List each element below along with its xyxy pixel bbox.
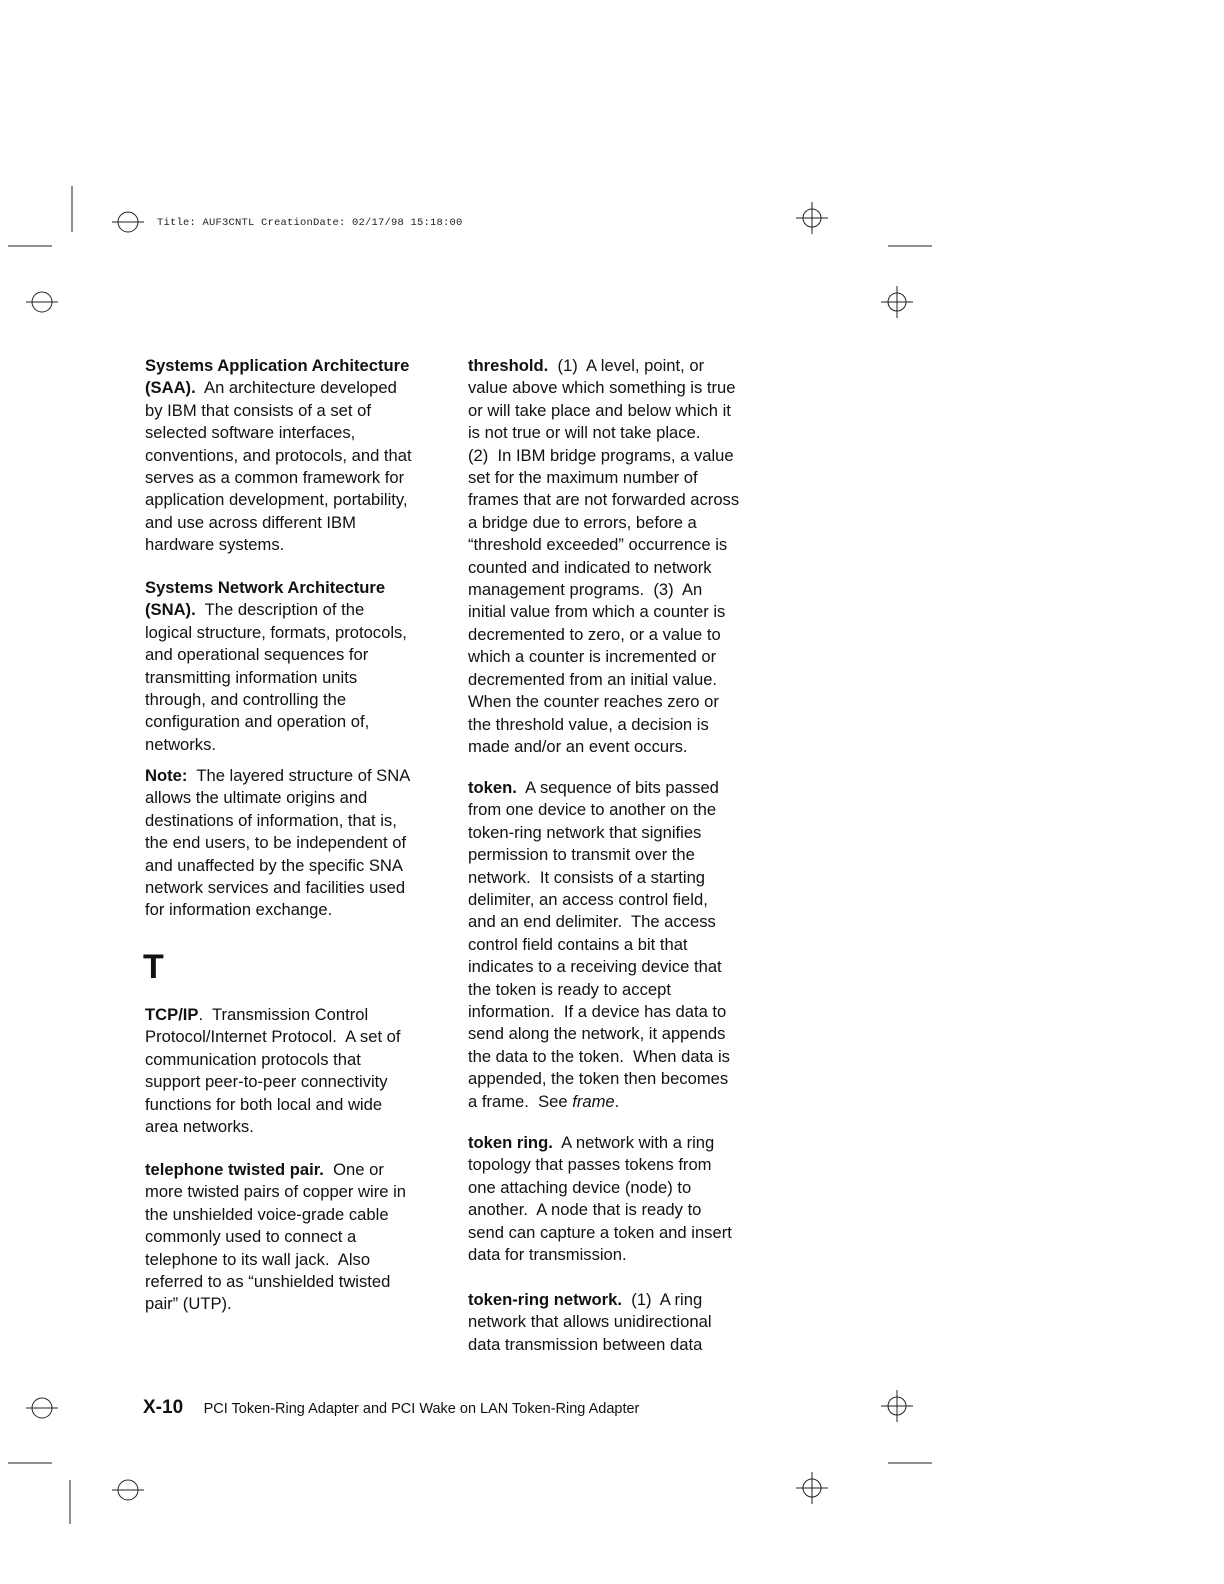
- definition-text: for information exchange.: [145, 900, 333, 920]
- text-line: [468, 489, 788, 511]
- text-line: [145, 832, 465, 854]
- text-line: [145, 512, 465, 534]
- text-line: [145, 422, 465, 444]
- definition-text: networks.: [145, 734, 217, 754]
- text-line: [145, 689, 465, 711]
- crosshair-icon: [796, 1472, 828, 1504]
- definition-text: transmitting information units: [145, 667, 358, 687]
- text-line: [468, 624, 788, 646]
- text-line: [468, 799, 788, 821]
- definition-text: send along the network, it appends: [468, 1024, 726, 1044]
- text-line: [145, 787, 465, 809]
- definition-text: data transmission between data: [468, 1334, 703, 1354]
- definition-text: another. A node that is ready to: [468, 1200, 702, 1220]
- text-line: [468, 669, 788, 691]
- text-line: [468, 1023, 788, 1045]
- page-footer: [143, 1397, 639, 1419]
- text-line: [468, 579, 788, 601]
- definition-text: hardware systems.: [145, 535, 285, 555]
- text-line: [468, 822, 788, 844]
- definition-text: is not true or will not take place.: [468, 423, 701, 443]
- text-line: [468, 1154, 788, 1176]
- definition-text: telephone to its wall jack. Also: [145, 1249, 371, 1269]
- text-line: [145, 1071, 465, 1093]
- text-line: [145, 734, 465, 756]
- glossary-entry: [145, 577, 465, 756]
- glossary-term: Systems Application Architecture: [145, 356, 410, 375]
- glossary-term: (SAA).: [145, 378, 196, 398]
- definition-text: (1) A level, point, or: [548, 356, 705, 375]
- text-line: [145, 577, 465, 599]
- glossary-term: (SNA).: [145, 600, 196, 620]
- text-line: [468, 400, 788, 422]
- definition-text: The layered structure of SNA: [187, 766, 411, 785]
- text-line: [145, 467, 465, 489]
- definition-text: network services and facilities used: [145, 878, 406, 898]
- crop-mark-icon: [112, 212, 144, 232]
- glossary-term: token ring.: [468, 1133, 553, 1152]
- glossary-entry: [145, 1159, 465, 1316]
- definition-text: the end users, to be independent of: [145, 833, 407, 853]
- text-line: [145, 599, 465, 621]
- definition-text: conventions, and protocols, and that: [145, 445, 412, 465]
- text-line: [145, 1204, 465, 1226]
- text-line: [468, 445, 788, 467]
- glossary-term: TCP/IP: [145, 1005, 199, 1024]
- definition-text: destinations of information, that is,: [145, 810, 397, 830]
- text-line: [145, 810, 465, 832]
- glossary-entry: [468, 777, 788, 1113]
- definition-text: pair” (UTP).: [145, 1294, 232, 1314]
- text-line: [145, 1004, 465, 1026]
- definition-text: permission to transmit over the: [468, 845, 695, 865]
- definition-text: When the counter reaches zero or: [468, 692, 719, 712]
- definition-text: send can capture a token and insert: [468, 1222, 732, 1242]
- glossary-term: Note:: [145, 766, 188, 785]
- definition-text: and unaffected by the specific SNA: [145, 855, 403, 875]
- print-header: Title: AUF3CNTL CreationDate: 02/17/98 15:18:00: [157, 217, 463, 229]
- definition-text: a bridge due to errors, before a: [468, 512, 697, 532]
- text-line: [468, 512, 788, 534]
- footer-title: PCI Token-Ring Adapter and PCI Wake on LAN Token-Ring Adapter: [203, 1401, 640, 1417]
- definition-text: indicates to a receiving device that: [468, 957, 722, 977]
- definition-text: and operational sequences for: [145, 645, 369, 665]
- text-line: [468, 1199, 788, 1221]
- text-line: [468, 691, 788, 713]
- definition-text: configuration and operation of,: [145, 712, 370, 732]
- definition-text: delimiter, an access control field,: [468, 890, 708, 910]
- definition-text: control field contains a bit that: [468, 934, 688, 954]
- text-line: [468, 467, 788, 489]
- glossary-term: token-ring network.: [468, 1290, 622, 1309]
- definition-text: network. It consists of a starting: [468, 867, 706, 887]
- definition-text: or will take place and below which it: [468, 400, 731, 420]
- definition-text: (2) In IBM bridge programs, a value: [468, 445, 734, 465]
- text-line: [468, 1177, 788, 1199]
- definition-text: information. If a device has data to: [468, 1002, 727, 1022]
- definition-text: (1) A ring: [621, 1290, 703, 1309]
- crosshair-icon: [881, 1390, 913, 1422]
- definition-text: and use across different IBM: [145, 512, 356, 532]
- definition-text: area networks.: [145, 1117, 254, 1137]
- definition-text: commonly used to connect a: [145, 1227, 357, 1247]
- definition-text: counted and indicated to network: [468, 557, 712, 577]
- definition-text: the threshold value, a decision is: [468, 714, 709, 734]
- definition-text: made and/or an event occurs.: [468, 736, 688, 756]
- text-line: [145, 355, 465, 377]
- text-line: [468, 1132, 788, 1154]
- text-line: [468, 557, 788, 579]
- text-line: [145, 1159, 465, 1181]
- text-line: [145, 765, 465, 787]
- definition-text: selected software interfaces,: [145, 423, 356, 443]
- text-line: [145, 445, 465, 467]
- definition-text: and an end delimiter. The access: [468, 912, 716, 932]
- definition-text: decremented to zero, or a value to: [468, 624, 721, 644]
- text-line: [468, 736, 788, 758]
- text-line: [468, 1334, 788, 1356]
- text-line: [145, 644, 465, 666]
- text-line: [145, 1116, 465, 1138]
- definition-text: token-ring network that signifies: [468, 822, 702, 842]
- text-line: [468, 714, 788, 736]
- crop-mark-icon: [26, 1398, 58, 1418]
- definition-text: One or: [323, 1160, 384, 1179]
- glossary-entry: [145, 765, 465, 922]
- text-line: [145, 667, 465, 689]
- definition-text: appended, the token then becomes: [468, 1069, 729, 1089]
- text-line: [468, 867, 788, 889]
- glossary-term: Systems Network Architecture: [145, 578, 386, 597]
- definition-text: the token is ready to accept: [468, 979, 671, 999]
- definition-text: logical structure, formats, protocols,: [145, 622, 407, 642]
- glossary-entry: [145, 355, 465, 557]
- text-line: [468, 1091, 788, 1113]
- definition-text: which a counter is incremented or: [468, 647, 717, 667]
- text-line: [145, 1049, 465, 1071]
- page-number: X-10: [143, 1397, 184, 1418]
- text-line: [468, 646, 788, 668]
- text-line: [468, 844, 788, 866]
- crosshair-icon: [881, 286, 913, 318]
- text-line: [145, 377, 465, 399]
- text-line: [468, 1244, 788, 1266]
- definition-text: allows the ultimate origins and: [145, 788, 368, 808]
- text-line: [468, 1001, 788, 1023]
- text-line: [468, 777, 788, 799]
- text-line: [468, 534, 788, 556]
- text-line: [468, 889, 788, 911]
- text-line: [468, 934, 788, 956]
- text-line: [468, 1222, 788, 1244]
- text-line: [468, 1068, 788, 1090]
- definition-text: data for transmission.: [468, 1245, 627, 1265]
- definition-text: by IBM that consists of a set of: [145, 400, 371, 420]
- glossary-entry: [468, 1289, 788, 1356]
- definition-text: value above which something is true: [468, 378, 736, 398]
- glossary-entry: [468, 1132, 788, 1266]
- text-line: [468, 355, 788, 377]
- definition-text: through, and controlling the: [145, 690, 347, 710]
- definition-text: support peer-to-peer connectivity: [145, 1072, 388, 1092]
- definition-text: . Transmission Control: [198, 1005, 369, 1024]
- text-line: [145, 1293, 465, 1315]
- glossary-term: threshold.: [468, 356, 549, 375]
- text-line: [145, 1249, 465, 1271]
- crop-mark-icon: [112, 1480, 144, 1500]
- definition-text: from one device to another on the: [468, 800, 717, 820]
- glossary-entry: [468, 355, 788, 758]
- text-line: [145, 877, 465, 899]
- definition-text: decremented from an initial value.: [468, 669, 718, 689]
- text-line: [468, 911, 788, 933]
- cross-reference: frame: [572, 1091, 615, 1111]
- definition-text: management programs. (3) An: [468, 580, 703, 600]
- text-line: [145, 400, 465, 422]
- definition-text: .: [614, 1091, 620, 1111]
- definition-text: A network with a ring: [552, 1133, 715, 1152]
- definition-text: network that allows unidirectional: [468, 1312, 712, 1332]
- text-line: [145, 1094, 465, 1116]
- definition-text: the unshielded voice-grade cable: [145, 1204, 389, 1224]
- text-line: [145, 1181, 465, 1203]
- definition-text: frames that are not forwarded across: [468, 490, 740, 510]
- text-line: [145, 1026, 465, 1048]
- text-line: [145, 899, 465, 921]
- text-line: [468, 422, 788, 444]
- text-line: [145, 622, 465, 644]
- definition-text: An architecture developed: [195, 378, 397, 398]
- text-line: [145, 855, 465, 877]
- definition-text: application development, portability,: [145, 490, 408, 510]
- glossary-term: token.: [468, 778, 517, 797]
- text-line: [468, 601, 788, 623]
- text-line: [145, 534, 465, 556]
- definition-text: initial value from which a counter is: [468, 602, 726, 622]
- crop-mark-icon: [26, 292, 58, 312]
- definition-text: referred to as “unshielded twisted: [145, 1272, 391, 1292]
- text-line: [468, 1046, 788, 1068]
- text-line: [468, 1311, 788, 1333]
- definition-text: communication protocols that: [145, 1049, 361, 1069]
- definition-text: topology that passes tokens from: [468, 1155, 712, 1175]
- text-line: [145, 489, 465, 511]
- definition-text: A sequence of bits passed: [516, 778, 719, 797]
- text-line: [468, 956, 788, 978]
- text-line: [145, 711, 465, 733]
- text-line: [468, 1289, 788, 1311]
- glossary-entry: [145, 1004, 465, 1138]
- definition-text: set for the maximum number of: [468, 468, 698, 488]
- definition-text: the data to the token. When data is: [468, 1046, 730, 1066]
- definition-text: more twisted pairs of copper wire in: [145, 1182, 406, 1202]
- crosshair-icon: [796, 202, 828, 234]
- section-letter: T: [143, 948, 164, 986]
- definition-text: The description of the: [195, 600, 365, 620]
- definition-text: one attaching device (node) to: [468, 1177, 692, 1197]
- text-line: [468, 979, 788, 1001]
- glossary-term: telephone twisted pair.: [145, 1160, 324, 1179]
- definition-text: functions for both local and wide: [145, 1094, 383, 1114]
- definition-text: “threshold exceeded” occurrence is: [468, 535, 728, 555]
- definition-text: serves as a common framework for: [145, 468, 405, 488]
- text-line: [145, 1226, 465, 1248]
- definition-text: a frame. See: [468, 1091, 573, 1111]
- definition-text: Protocol/Internet Protocol. A set of: [145, 1027, 401, 1047]
- text-line: [145, 1271, 465, 1293]
- text-line: [468, 377, 788, 399]
